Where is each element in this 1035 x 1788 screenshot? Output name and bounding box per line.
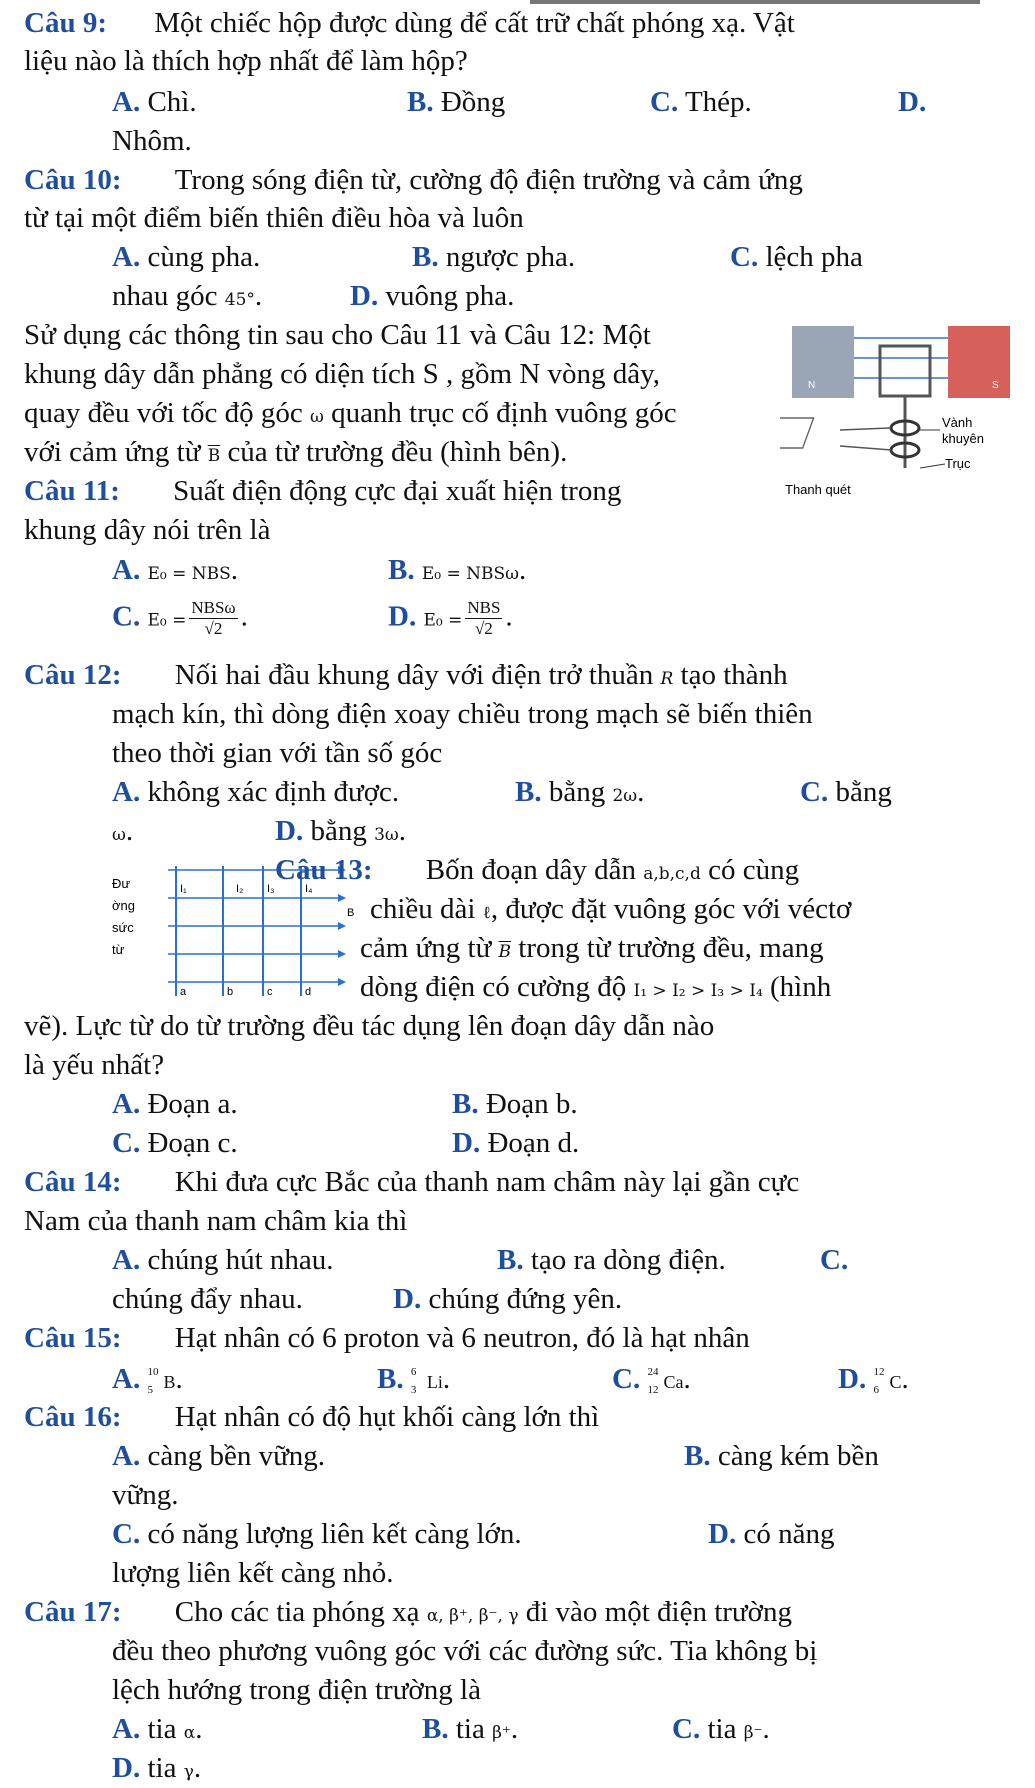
vector-b-symbol: $\overline{B}$ (498, 942, 512, 962)
q16-option-d[interactable] (708, 1517, 834, 1552)
option-text: vuông pha. (385, 280, 515, 312)
q13-line3 (360, 931, 824, 966)
ray-list: α, β⁺, β⁻, γ (426, 1606, 519, 1626)
intro-line1: Sử dụng các thông tin sau cho Câu 11 và Câu 12: Một (24, 319, 651, 351)
option-label: C. (650, 86, 679, 118)
q11-line1 (24, 474, 621, 509)
value: 3ω (374, 825, 399, 845)
length-symbol: ℓ (482, 903, 491, 923)
q9-line1 (24, 6, 795, 41)
q16-line1 (24, 1400, 599, 1435)
option-text: cùng pha. (147, 241, 261, 273)
mass-number: 24 (647, 1366, 659, 1378)
q13-line1 (275, 853, 799, 888)
ray-symbol: γ (183, 1762, 194, 1782)
q14-option-c[interactable] (820, 1243, 848, 1278)
fig-label: Đư (112, 876, 131, 891)
numerator: NBS (465, 598, 502, 619)
fig-label: từ (112, 942, 125, 957)
magnet-n-pole (792, 326, 854, 398)
option-text: tia (455, 1713, 485, 1745)
option-label: C. (112, 1127, 141, 1159)
option-text: càng bền vững. (147, 1440, 326, 1472)
omega-symbol: ω (309, 407, 324, 427)
q12-label: Câu 12: (24, 659, 122, 691)
arrowhead (338, 922, 346, 930)
q17-line1 (24, 1595, 792, 1630)
formula-left: E₀ = (147, 610, 187, 631)
option-label: A. (112, 1713, 141, 1745)
brush-wire (840, 446, 891, 450)
option-text: tia (147, 1713, 177, 1745)
arrowhead (338, 950, 346, 958)
current-inequality: I₁ > I₂ > I₃ > I₄ (633, 981, 763, 1001)
q13-text1a: Bốn đoạn dây dẫn (425, 854, 636, 886)
option-label: D. (112, 1752, 141, 1784)
option-label: C. (112, 1518, 141, 1550)
q15-label: Câu 15: (24, 1322, 122, 1354)
q17-option-a[interactable]: A. tia α. (112, 1713, 203, 1745)
current-label: I₂ (236, 883, 244, 895)
fraction (465, 598, 502, 640)
q12-text1b: tạo thành (680, 659, 788, 691)
option-label: D. (838, 1363, 867, 1395)
option-text: ngược pha. (445, 241, 576, 273)
q14-text2: Nam của thanh nam châm kia thì (24, 1205, 408, 1237)
intro-line3 (24, 396, 677, 431)
option-label: D. (393, 1283, 422, 1315)
option-label: B. (515, 776, 542, 808)
pole-s-label: S (992, 380, 999, 391)
q10-option-c[interactable] (730, 240, 863, 275)
q12-text3: theo thời gian với tần số góc (112, 737, 443, 769)
q9-option-d[interactable] (898, 85, 926, 120)
option-text: lệch pha (765, 241, 863, 273)
option-text: có năng (743, 1518, 835, 1550)
q11-option-a[interactable]: A. E₀ = NBS. (112, 554, 238, 586)
q13-text: cảm ứng từ (360, 932, 492, 964)
option-label: C. (820, 1244, 849, 1276)
coil-loop (880, 346, 930, 396)
q13-text: , được đặt vuông góc với véctơ (490, 893, 852, 925)
current-label: I₁ (180, 883, 187, 895)
option-label: D. (452, 1127, 481, 1159)
q13-option-c[interactable] (112, 1126, 238, 1161)
arrowhead (338, 894, 346, 902)
option-text: Đoạn b. (485, 1088, 578, 1120)
atomic-number: 5 (147, 1384, 153, 1396)
q13-text: trong từ trường đều, mang (518, 932, 824, 964)
q13-text: chiều dài (370, 893, 476, 925)
q13-text: dòng điện có cường độ (360, 971, 627, 1003)
q12-option-c[interactable] (800, 775, 892, 810)
q16-option-c[interactable] (112, 1517, 522, 1552)
q10-option-c-cont: nhau góc 45°. (112, 280, 263, 312)
option-text: có năng lượng liên kết càng lớn. (147, 1518, 522, 1550)
value: 2ω (612, 786, 638, 806)
element-symbol: Ca (663, 1372, 684, 1392)
q10-line1 (24, 163, 803, 198)
option-label: A. (112, 1363, 141, 1395)
fig-label: sức (112, 920, 134, 935)
pole-n-label: N (808, 380, 816, 391)
q11-text2: khung dây nói trên là (24, 514, 271, 546)
q9-option-c[interactable] (650, 85, 752, 120)
q15-option-d[interactable]: D. 12 6 C. (838, 1363, 909, 1396)
q11-option-c[interactable]: C. E₀ = $\frac{\text{NBSω}}{√2}$ . (112, 598, 248, 639)
q17-option-c[interactable]: C. tia β⁻. (672, 1713, 770, 1745)
wire-label: c (267, 986, 273, 998)
q16-option-d-cont: lượng liên kết càng nhỏ. (112, 1557, 394, 1589)
field-label: B (347, 907, 355, 919)
q9-text1: Một chiếc hộp được dùng để cất trữ chất phóng xạ. Vật (154, 7, 795, 39)
option-text: không xác định được. (147, 776, 400, 808)
q10-text1: Trong sóng điện từ, cường độ điện trường và cảm ứng (174, 164, 803, 196)
option-text: Đoạn c. (147, 1127, 238, 1159)
option-label: C. (800, 776, 829, 808)
resistor-symbol: R (660, 669, 674, 689)
current-label: I₄ (305, 883, 313, 895)
intro-line2: khung dây dẫn phẳng có diện tích S , gồm N vòng dây, (24, 358, 661, 390)
option-label: B. (452, 1088, 479, 1120)
q13-text: (hình (770, 971, 832, 1003)
q11-option-d[interactable]: D. E₀ = $\frac{\text{NBS}}{√2}$ . (388, 598, 513, 639)
option-text: bằng (835, 776, 892, 808)
option-text: chúng đứng yên. (428, 1283, 623, 1315)
q12-text2: mạch kín, thì dòng điện xoay chiều trong mạch sẽ biến thiên (112, 698, 813, 730)
q15-option-b[interactable]: B. 6 3 Li. (377, 1363, 451, 1396)
magnet-s-pole (948, 326, 1010, 398)
q17-text1a: Cho các tia phóng xạ (174, 1596, 420, 1628)
atomic-number: 12 (647, 1384, 659, 1396)
q10-option-d[interactable] (350, 279, 514, 314)
intro-text: quanh trục cố định vuông góc (331, 397, 677, 429)
mass-number: 12 (873, 1366, 885, 1378)
q14-option-a[interactable] (112, 1243, 334, 1278)
element-symbol: Li (426, 1372, 443, 1392)
value: ω (112, 825, 126, 845)
q16-option-b[interactable] (684, 1439, 879, 1474)
option-text: tia (147, 1752, 177, 1784)
option-text: bằng (548, 776, 606, 808)
option-label: A. (112, 1244, 141, 1276)
q14-option-b[interactable] (497, 1243, 726, 1278)
option-text: bằng (310, 815, 367, 847)
wire-label: d (305, 986, 312, 998)
q13-option-d[interactable] (452, 1126, 579, 1161)
q9-option-b[interactable] (407, 85, 505, 120)
option-text: nhau góc (112, 280, 218, 312)
option-label: A. (112, 1088, 141, 1120)
q10-label: Câu 10: (24, 164, 122, 196)
element-symbol: B (163, 1372, 176, 1392)
ray-symbol: β⁻ (743, 1723, 763, 1743)
option-label: A. (112, 241, 141, 273)
q12-option-d[interactable]: D. bằng 3ω. (275, 815, 407, 847)
q11-option-b[interactable]: B. E₀ = NBSω. (388, 554, 527, 586)
wire-label: a (180, 986, 187, 998)
formula-text: E₀ = NBS (147, 564, 231, 584)
q11-text1: Suất điện động cực đại xuất hiện trong (173, 475, 622, 507)
arrowhead (338, 978, 346, 986)
atomic-number: 6 (873, 1384, 879, 1396)
option-text: Đoạn a. (147, 1088, 238, 1120)
option-text: Chì. (147, 86, 197, 118)
vector-b-symbol: $\overline{B}$ (207, 446, 221, 466)
q16-text1: Hạt nhân có độ hụt khối càng lớn thì (174, 1401, 600, 1433)
q16-option-b-cont: vững. (112, 1479, 179, 1511)
ray-symbol: β⁺ (492, 1723, 511, 1743)
q13-line2 (370, 892, 851, 927)
q9-option-a[interactable] (112, 85, 197, 120)
option-label: A. (112, 554, 141, 586)
atomic-number: 3 (410, 1384, 417, 1396)
q14-line1 (24, 1165, 799, 1200)
numerator: NBSω (189, 598, 237, 619)
option-label: D. (350, 280, 379, 312)
option-text: Đoạn d. (487, 1127, 580, 1159)
top-edge-bar (530, 0, 980, 4)
q9-text2: liệu nào là thích hợp nhất để làm hộp? (24, 45, 468, 77)
q15-text1: Hạt nhân có 6 proton và 6 neutron, đó là hạt nhân (174, 1322, 750, 1354)
wire-letters: a,b,c,d (643, 864, 701, 884)
q17-option-d[interactable]: D. tia γ. (112, 1752, 202, 1784)
q13-line4 (360, 970, 831, 1005)
nuclide (147, 1366, 176, 1396)
q12-option-b[interactable]: B. bằng 2ω. (515, 776, 645, 808)
nuclide (647, 1366, 684, 1396)
q16-option-a[interactable] (112, 1439, 325, 1474)
q17-label: Câu 17: (24, 1596, 122, 1628)
q17-text2: đều theo phương vuông góc với các đường sức. Tia không bị (112, 1635, 818, 1667)
formula-text: E₀ = NBSω (421, 564, 519, 584)
q9-label: Câu 9: (24, 7, 107, 39)
formula-left: E₀ = (423, 610, 463, 631)
intro-line4 (24, 435, 567, 470)
q9-option-d-text: Nhôm. (112, 125, 192, 157)
option-label: A. (112, 776, 141, 808)
option-text: chúng hút nhau. (147, 1244, 334, 1276)
q14-option-c-text: chúng đẩy nhau. (112, 1283, 303, 1315)
option-text: tia (707, 1713, 737, 1745)
option-label: C. (112, 600, 141, 633)
label-thanh-quet: Thanh quét (785, 482, 851, 497)
q12-line1 (24, 658, 788, 693)
q11-label: Câu 11: (24, 475, 120, 507)
option-label: A. (112, 86, 141, 118)
option-label: B. (407, 86, 434, 118)
q14-text1: Khi đưa cực Bắc của thanh nam châm này lại gần cực (174, 1166, 800, 1198)
option-label: B. (412, 241, 439, 273)
q17-text1b: đi vào một điện trường (525, 1596, 792, 1628)
q13-text6: là yếu nhất? (24, 1049, 165, 1081)
q10-option-b[interactable] (412, 240, 575, 275)
option-label: C. (672, 1713, 701, 1745)
q13-option-a[interactable] (112, 1087, 238, 1122)
label-khuyen: khuyên (942, 431, 984, 446)
q15-option-a[interactable]: A. 10 5 B. (112, 1363, 183, 1396)
intro-text: của từ trường đều (hình bên). (227, 436, 568, 468)
q12-option-c-cont: ω. (112, 815, 134, 847)
pointer-line (920, 464, 945, 468)
ray-symbol: α (183, 1723, 196, 1743)
q15-option-c[interactable]: C. 24 12 Ca. (612, 1363, 691, 1396)
brush-wire (840, 428, 891, 430)
q14-label: Câu 14: (24, 1166, 122, 1198)
q10-text2: từ tại một điểm biến thiên điều hòa và luôn (24, 202, 524, 234)
denominator: √2 (474, 619, 493, 639)
q16-label: Câu 16: (24, 1401, 122, 1433)
wire-label: b (227, 986, 234, 998)
option-label: B. (388, 554, 415, 586)
option-label: D. (898, 86, 927, 118)
option-label: A. (112, 1440, 141, 1472)
nuclide (873, 1366, 902, 1396)
option-label: D. (708, 1518, 737, 1550)
nuclide (410, 1366, 443, 1396)
option-label: C. (612, 1363, 641, 1395)
option-text: càng kém bền (717, 1440, 879, 1472)
fig-label: ờng (112, 898, 135, 913)
option-label: C. (730, 241, 759, 273)
current-label: I₃ (267, 883, 275, 895)
fraction (189, 598, 237, 640)
label-vanh: Vành (942, 415, 973, 430)
option-label: D. (388, 600, 417, 633)
q13-text1b: có cùng (708, 854, 800, 886)
q17-option-b[interactable]: B. tia β⁺. (422, 1713, 519, 1745)
q13-label: Câu 13: (275, 854, 373, 886)
q13-text5: vẽ). Lực từ do từ trường đều tác dụng lên đoạn dây dẫn nào (24, 1010, 715, 1042)
q13-option-b[interactable] (452, 1087, 578, 1122)
denominator: √2 (204, 619, 223, 639)
option-label: B. (497, 1244, 524, 1276)
option-label: D. (275, 815, 304, 847)
q17-text3: lệch hướng trong điện trường là (112, 1674, 481, 1706)
brush-holder (780, 418, 814, 448)
option-text: Thép. (684, 86, 752, 118)
mass-number: 10 (147, 1366, 159, 1378)
angle-value: 45° (224, 290, 255, 310)
option-text: tạo ra dòng điện. (530, 1244, 726, 1276)
option-label: B. (377, 1363, 404, 1395)
mass-number: 6 (410, 1366, 417, 1378)
q10-option-a[interactable] (112, 240, 260, 275)
option-label: B. (684, 1440, 711, 1472)
label-truc: Trục (945, 456, 971, 471)
option-label: B. (422, 1713, 449, 1745)
element-symbol: C (889, 1372, 902, 1392)
q14-option-d[interactable] (393, 1282, 622, 1317)
q12-option-a[interactable] (112, 775, 399, 810)
q15-line1 (24, 1321, 750, 1356)
generator-figure (780, 318, 1025, 498)
intro-text: quay đều với tốc độ góc (24, 397, 303, 429)
option-text: Đồng (440, 86, 506, 118)
intro-text: với cảm ứng từ (24, 436, 201, 468)
q12-text1a: Nối hai đầu khung dây với điện trở thuần (174, 659, 654, 691)
